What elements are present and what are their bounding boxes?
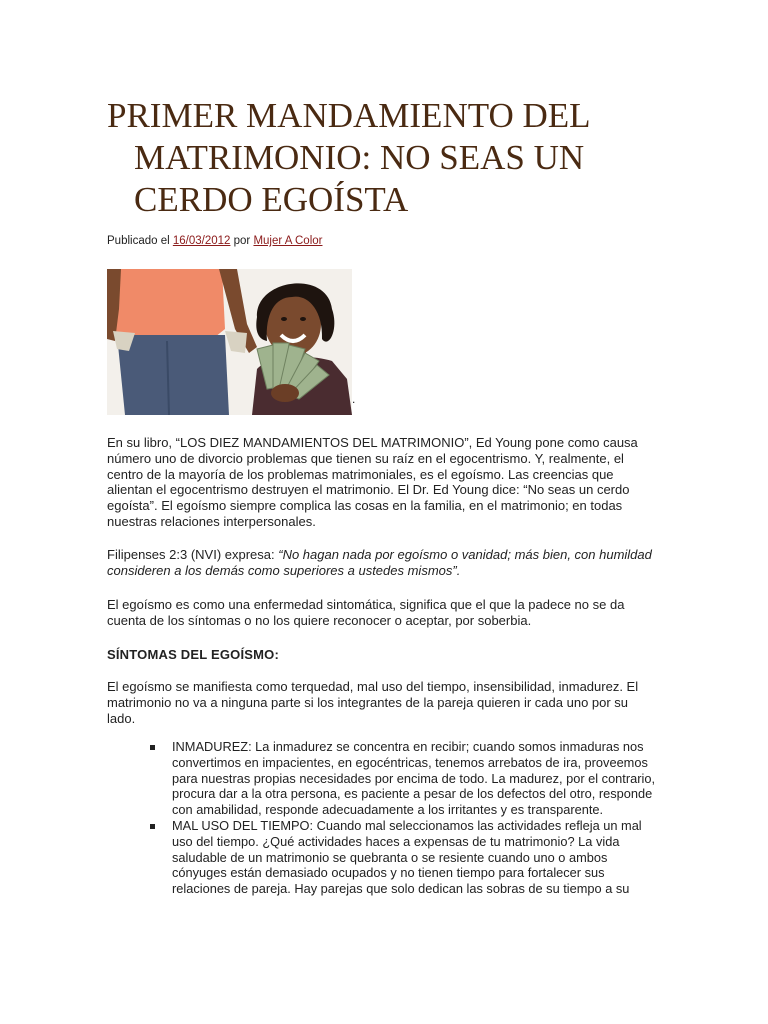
list-item [150,739,655,818]
filipenses-quote: “No hagan nada por egoísmo o vanidad; más bien, con humildad consideren a los demás como superiores a ustedes mismos”. [107,547,652,578]
bullet-marker [150,745,155,750]
list-item-text: INMADUREZ: La inmadurez se concentra en recibir; cuando somos inmaduras nos convertimos en impacientes, en egocéntricas, tenemos arrebatos de ira, proveemos para nuestras propias necesidades por encima de todo. La madurez, por el contrario, procura dar a la otra persona, es paciente a pesar de los defectos del otro, responde con amabilidad, responde adecuadamente a los irritantes y es transparente. [172,739,656,818]
published-prefix: Publicado el [107,235,170,247]
image-trailing-dot: . [352,392,356,406]
couple-money-illustration [107,269,352,415]
author-link[interactable]: Mujer A Color [253,235,323,247]
paragraph-intro: En su libro, “LOS DIEZ MANDAMIENTOS DEL MATRIMONIO”, Ed Young pone como causa número uno de divorcio problemas que tienen su raíz en el egocentrismo. Y, realmente, el centro de la mayoría de los problemas matrimoniales, es el egoísmo. Las creencias que alientan el egocentrismo destruyen el matrimonio. El Dr. Ed Young dice: “No seas un cerdo egoísta”. El egoísmo siempre complica las cosas en la familia, en el matrimonio; en todas nuestras relaciones interpersonales. [107,435,638,529]
symptoms-heading: SÍNTOMAS DEL EGOÍSMO: [107,647,280,662]
article-title: PRIMER MANDAMIENTO DEL MATRIMONIO: NO SEAS UN CERDO EGOÍSTA [107,96,590,219]
symptoms-list [150,739,655,897]
post-date-link[interactable]: 16/03/2012 [172,235,231,247]
paragraph-filipenses [107,547,652,579]
filipenses-lead: Filipenses 2:3 (NVI) expresa: [107,547,279,562]
list-item [150,818,655,897]
bullet-marker [150,824,155,829]
list-item-text: MAL USO DEL TIEMPO: Cuando mal seleccionamos las actividades refleja un mal uso del tiempo. ¿Qué actividades haces a expensas de tu matrimonio? La vida saludable de un matrimonio se quebranta o se resiente cuando uno o ambos cónyuges están demasiado ocupados y no tienen tiempo para fortalecer sus relaciones de pareja. Hay parejas que solo dedican las sobras de su tiempo a su [172,817,642,897]
paragraph-symptomatic: El egoísmo es como una enfermedad sintomática, significa que el que la padece no se da cuenta de los síntomas o no los quiere reconocer o aceptar, por soberbia. [107,597,625,628]
author-prefix: por [233,235,251,247]
article-photo [107,269,352,415]
paragraph-manifests: El egoísmo se manifiesta como terquedad, mal uso del tiempo, insensibilidad, inmadurez. El matrimonio no va a ninguna parte si los integrantes de la pareja quieren ir cada uno por su lado. [107,679,639,726]
post-meta [107,235,322,247]
